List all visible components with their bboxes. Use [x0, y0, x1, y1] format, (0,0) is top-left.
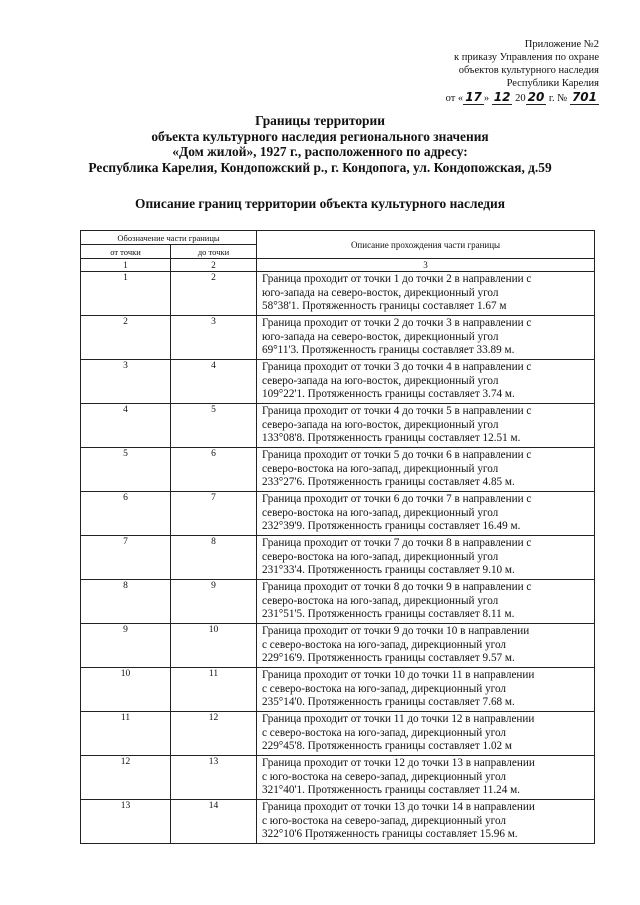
date-mid: »: [483, 93, 492, 104]
description-line: юго-запада на северо-восток, дирекционный угол: [262, 286, 499, 299]
description-line: 229°16'9. Протяженность границы составляет 9.57 м.: [262, 652, 515, 665]
to-point-cell: 2: [171, 272, 257, 316]
to-point-cell: 4: [171, 360, 257, 404]
boundary-table: [80, 230, 595, 844]
index-row: [81, 259, 595, 272]
description-line: 133°08'8. Протяженность границы составляет 12.51 м.: [262, 432, 521, 445]
table-row: [81, 712, 595, 756]
date-day: 17: [465, 90, 482, 104]
description-line: 233°27'6. Протяженность границы составляет 4.85 м.: [262, 476, 515, 489]
title-line-1: Границы территории: [255, 113, 385, 128]
header-part: Обозначение части границы: [81, 231, 257, 245]
description-cell: [257, 580, 595, 624]
appendix-header: [446, 38, 599, 105]
description-line: северо-востока на юго-запад, дирекционный угол: [262, 550, 499, 563]
description-line: 231°51'5. Протяженность границы составляет 8.11 м.: [262, 608, 515, 621]
description-cell: [257, 624, 595, 668]
from-point-cell: 8: [81, 580, 171, 624]
table-row: [81, 580, 595, 624]
to-point-cell: 10: [171, 624, 257, 668]
to-point-cell: 7: [171, 492, 257, 536]
description-line: с юго-востока на северо-запад, дирекционный угол: [262, 770, 507, 783]
description-line: с северо-востока на юго-запад, дирекционный угол: [262, 726, 507, 739]
header-to: до точки: [171, 245, 257, 259]
description-line: юго-запада на северо-восток, дирекционный угол: [262, 330, 499, 343]
from-point-cell: 3: [81, 360, 171, 404]
description-cell: [257, 448, 595, 492]
table-row: [81, 448, 595, 492]
title-line-3: «Дом жилой», 1927 г., расположенного по адресу:: [172, 144, 468, 160]
description-cell: [257, 800, 595, 844]
table-row: [81, 624, 595, 668]
date-suffix: г. №: [546, 93, 570, 104]
header-row-1: [81, 231, 595, 245]
from-point-cell: 6: [81, 492, 171, 536]
description-line: с северо-востока на юго-запад, дирекционный угол: [262, 638, 507, 651]
description-line: с юго-востока на северо-запад, дирекционный угол: [262, 814, 507, 827]
from-point-cell: 9: [81, 624, 171, 668]
table-row: [81, 800, 595, 844]
description-line: северо-запада на юго-восток, дирекционный угол: [262, 418, 499, 431]
section-subtitle: Описание границ территории объекта культурного наследия: [135, 196, 505, 211]
description-line: северо-запада на юго-восток, дирекционный угол: [262, 374, 499, 387]
description-line: 232°39'9. Протяженность границы составляет 16.49 м.: [262, 520, 521, 533]
title-line-2: объекта культурного наследия регионального значения: [151, 128, 489, 144]
description-line: Граница проходит от точки 9 до точки 10 в направлении: [262, 625, 530, 637]
date-prefix: от «: [445, 93, 464, 104]
date-year-prefix: 20: [512, 93, 526, 104]
description-line: Граница проходит от точки 7 до точки 8 в направлении с: [262, 537, 532, 549]
description-line: Граница проходит от точки 12 до точки 13 в направлении: [262, 757, 535, 769]
from-point-cell: 2: [81, 316, 171, 360]
from-point-cell: 10: [81, 668, 171, 712]
description-line: Граница проходит от точки 2 до точки 3 в направлении с: [262, 317, 532, 329]
index-col-3: 3: [257, 259, 595, 272]
from-point-cell: 12: [81, 756, 171, 800]
table-row: [81, 536, 595, 580]
description-line: 235°14'0. Протяженность границы составляет 7.68 м.: [262, 696, 515, 709]
from-point-cell: 4: [81, 404, 171, 448]
to-point-cell: 12: [171, 712, 257, 756]
table-row: [81, 360, 595, 404]
description-line: 231°33'4. Протяженность границы составляет 9.10 м.: [262, 564, 515, 577]
from-point-cell: 7: [81, 536, 171, 580]
to-point-cell: 6: [171, 448, 257, 492]
table-row: [81, 492, 595, 536]
description-cell: [257, 404, 595, 448]
order-line-1: к приказу Управления по охране: [454, 52, 599, 63]
description-cell: [257, 536, 595, 580]
table-row: [81, 316, 595, 360]
table-row: [81, 668, 595, 712]
description-line: 69°11'3. Протяженность границы составляет 33.89 м.: [262, 344, 515, 357]
description-line: северо-востока на юго-запад, дирекционный угол: [262, 594, 499, 607]
from-point-cell: 1: [81, 272, 171, 316]
to-point-cell: 5: [171, 404, 257, 448]
to-point-cell: 8: [171, 536, 257, 580]
description-line: 321°40'1. Протяженность границы составляет 11.24 м.: [262, 784, 520, 797]
description-line: Граница проходит от точки 3 до точки 4 в направлении с: [262, 361, 532, 373]
index-col-1: 1: [81, 259, 171, 272]
description-cell: [257, 272, 595, 316]
description-cell: [257, 316, 595, 360]
header-desc: Описание прохождения части границы: [257, 231, 595, 259]
description-line: Граница проходит от точки 5 до точки 6 в направлении с: [262, 449, 532, 461]
from-point-cell: 13: [81, 800, 171, 844]
description-cell: [257, 712, 595, 756]
description-line: 322°10'6 Протяженность границы составляет 15.96 м.: [262, 828, 518, 841]
description-line: 58°38'1. Протяженность границы составляет 1.67 м: [262, 300, 507, 313]
from-point-cell: 11: [81, 712, 171, 756]
to-point-cell: 13: [171, 756, 257, 800]
description-line: Граница проходит от точки 10 до точки 11 в направлении: [262, 669, 535, 681]
to-point-cell: 11: [171, 668, 257, 712]
description-cell: [257, 360, 595, 404]
table-row: [81, 272, 595, 316]
description-line: 229°45'8. Протяженность границы составляет 1.02 м: [262, 740, 513, 753]
from-point-cell: 5: [81, 448, 171, 492]
description-cell: [257, 492, 595, 536]
title-line-4: Республика Карелия, Кондопожский р., г. Кондопога, ул. Кондопожская, д.59: [88, 159, 552, 175]
table-row: [81, 756, 595, 800]
description-line: Граница проходит от точки 6 до точки 7 в направлении с: [262, 493, 532, 505]
boundary-table-body: [81, 231, 595, 844]
description-line: северо-востока на юго-запад, дирекционный угол: [262, 506, 499, 519]
description-line: Граница проходит от точки 11 до точки 12 в направлении: [262, 713, 535, 725]
appendix-line: Приложение №2: [524, 39, 599, 50]
order-date-line: [446, 91, 599, 105]
description-line: Граница проходит от точки 8 до точки 9 в направлении с: [262, 581, 532, 593]
description-line: Граница проходит от точки 13 до точки 14 в направлении: [262, 801, 535, 813]
date-year: 20: [527, 90, 545, 104]
description-line: с северо-востока на юго-запад, дирекционный угол: [262, 682, 507, 695]
index-col-2: 2: [171, 259, 257, 272]
to-point-cell: 9: [171, 580, 257, 624]
order-line-3: Республики Карелия: [506, 78, 599, 89]
date-month: 12: [493, 90, 511, 104]
description-line: северо-востока на юго-запад, дирекционный угол: [262, 462, 499, 475]
description-line: Граница проходит от точки 1 до точки 2 в направлении с: [262, 273, 532, 285]
header-from: от точки: [81, 245, 171, 259]
order-number: 701: [571, 90, 597, 104]
order-line-2: объектов культурного наследия: [458, 65, 599, 76]
description-cell: [257, 756, 595, 800]
table-row: [81, 404, 595, 448]
document-title: [0, 113, 640, 175]
description-cell: [257, 668, 595, 712]
to-point-cell: 3: [171, 316, 257, 360]
description-line: 109°22'1. Протяженность границы составляет 3.74 м.: [262, 388, 515, 401]
description-line: Граница проходит от точки 4 до точки 5 в направлении с: [262, 405, 532, 417]
to-point-cell: 14: [171, 800, 257, 844]
